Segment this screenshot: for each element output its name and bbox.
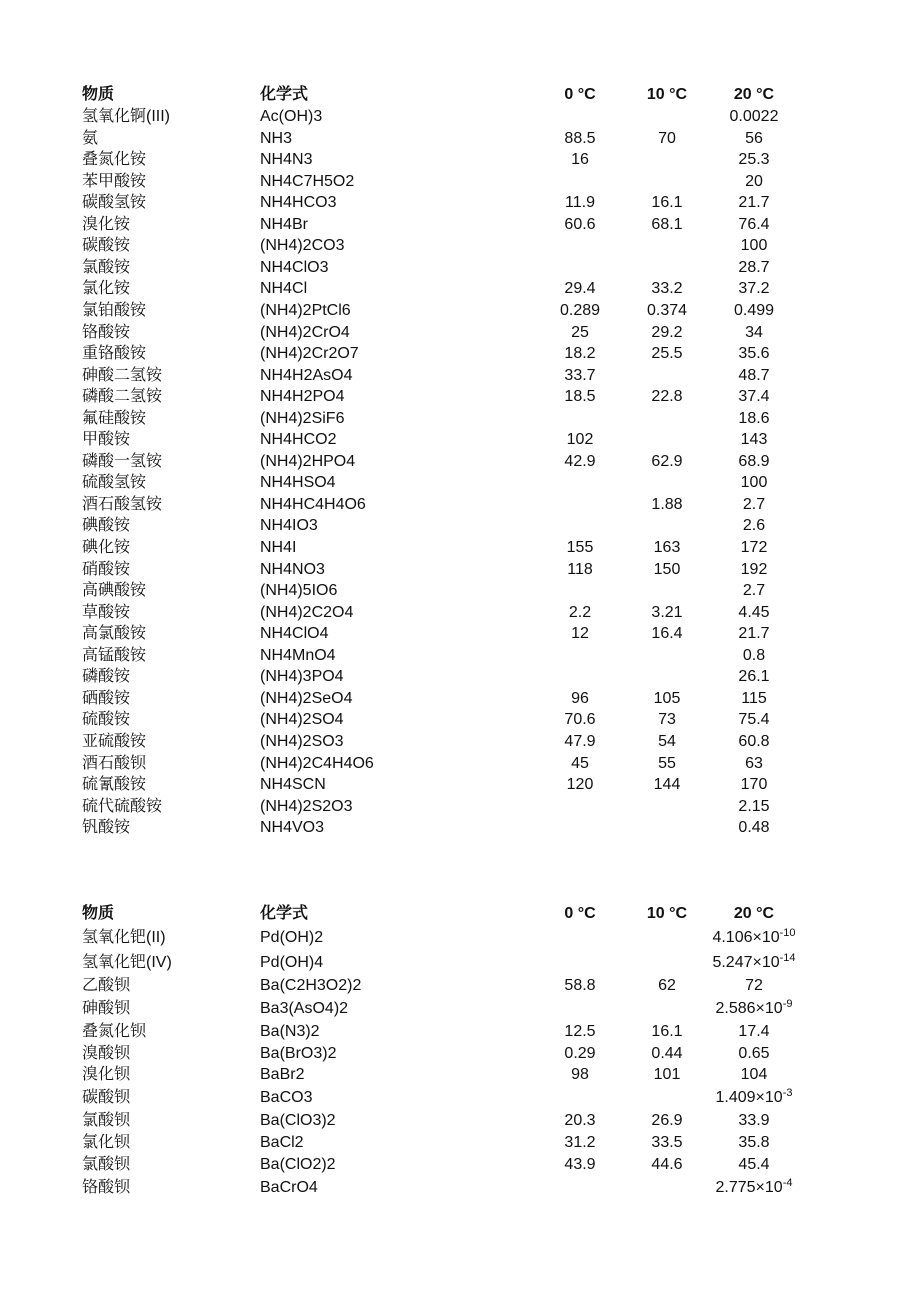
solubility-20c-cell: 18.6: [738, 410, 770, 427]
solubility-10c-cell: [617, 666, 717, 688]
solubility-10c-cell: [617, 408, 717, 430]
substance-cell: 硝酸铵: [82, 561, 131, 578]
solubility-0c-cell: 0.29: [564, 1045, 596, 1062]
solubility-0c-cell: [530, 952, 630, 974]
formula-cell: NH4HCO2: [260, 431, 337, 448]
table-row: [0, 1154, 920, 1176]
substance-cell: 氯化钡: [82, 1134, 131, 1151]
solubility-10c-cell: 144: [653, 776, 681, 793]
solubility-10c-cell: 105: [653, 690, 681, 707]
solubility-10c-cell: [617, 257, 717, 279]
column-header-0c: 0 °C: [564, 905, 596, 922]
table-row: [0, 580, 920, 602]
table-row: [0, 774, 920, 796]
formula-cell: (NH4)2PtCl6: [260, 302, 351, 319]
solubility-10c-cell: 70: [658, 130, 676, 147]
solubility-0c-cell: 29.4: [564, 280, 596, 297]
table-row: [0, 666, 920, 688]
substance-cell: 叠氮化钡: [82, 1023, 147, 1040]
solubility-20c-cell: 104: [740, 1066, 768, 1083]
solubility-0c-cell: 47.9: [564, 733, 596, 750]
table-row: [0, 975, 920, 997]
formula-cell: (NH4)2Cr2O7: [260, 345, 359, 362]
mantissa: 4.106×10: [712, 929, 780, 946]
table-row: [0, 952, 920, 974]
table-row: [0, 602, 920, 624]
table-row: [0, 998, 920, 1020]
table-row: [0, 128, 920, 150]
substance-cell: 乙酸钡: [82, 977, 131, 994]
column-header-substance: 物质: [82, 86, 115, 103]
solubility-10c-cell: 73: [658, 711, 676, 728]
solubility-20c-cell: 0.499: [733, 302, 775, 319]
solubility-10c-cell: 68.1: [651, 216, 683, 233]
table-row: [0, 731, 920, 753]
solubility-0c-cell: 31.2: [564, 1134, 596, 1151]
solubility-0c-cell: 20.3: [564, 1112, 596, 1129]
column-header-20c: 20 °C: [733, 86, 775, 103]
formula-cell: NH4VO3: [260, 819, 325, 836]
formula-cell: Pd(OH)2: [260, 929, 324, 946]
substance-cell: 碳酸钡: [82, 1089, 131, 1106]
solubility-20c-cell: 28.7: [738, 259, 770, 276]
solubility-20c-cell: 4.45: [738, 604, 770, 621]
solubility-0c-cell: [530, 106, 630, 128]
column-header-10c: 10 °C: [646, 905, 688, 922]
solubility-20c-cell: 33.9: [738, 1112, 770, 1129]
substance-cell: 酒石酸氢铵: [82, 496, 163, 513]
solubility-0c-cell: [530, 645, 630, 667]
substance-cell: 甲酸铵: [82, 431, 131, 448]
formula-cell: (NH4)3PO4: [260, 668, 344, 685]
solubility-10c-cell: [617, 171, 717, 193]
solubility-20c-cell: 192: [740, 561, 768, 578]
column-header-20c: 20 °C: [733, 905, 775, 922]
solubility-10c-cell: 16.1: [651, 1023, 683, 1040]
solubility-20c-cell: 2.6: [742, 517, 766, 534]
solubility-0c-cell: [530, 927, 630, 949]
substance-cell: 磷酸铵: [82, 668, 131, 685]
table-row: [0, 817, 920, 839]
solubility-20c-cell: [704, 952, 804, 974]
solubility-20c-cell: 21.7: [738, 194, 770, 211]
solubility-20c-cell: 37.4: [738, 388, 770, 405]
substance-cell: 氨: [82, 130, 99, 147]
formula-cell: BaBr2: [260, 1066, 305, 1083]
solubility-0c-cell: 45: [571, 755, 589, 772]
solubility-0c-cell: 43.9: [564, 1156, 596, 1173]
formula-cell: BaCl2: [260, 1134, 304, 1151]
substance-cell: 氯酸铵: [82, 259, 131, 276]
solubility-0c-cell: [530, 515, 630, 537]
solubility-0c-cell: 155: [566, 539, 594, 556]
solubility-0c-cell: [530, 1177, 630, 1199]
table-row: [0, 343, 920, 365]
formula-cell: NH4H2AsO4: [260, 367, 353, 384]
solubility-20c-cell: 0.8: [742, 647, 766, 664]
solubility-20c-cell: 37.2: [738, 280, 770, 297]
solubility-20c-cell: 2.7: [742, 496, 766, 513]
table-row: [0, 688, 920, 710]
formula-cell: NH4N3: [260, 151, 313, 168]
formula-cell: (NH4)2CrO4: [260, 324, 350, 341]
formula-cell: NH4ClO4: [260, 625, 329, 642]
solubility-20c-cell: 75.4: [738, 711, 770, 728]
substance-cell: 硫酸铵: [82, 711, 131, 728]
column-header-10c: 10 °C: [646, 86, 688, 103]
solubility-10c-cell: [617, 106, 717, 128]
table-row: [0, 1064, 920, 1086]
mantissa: 2.586×10: [715, 1000, 783, 1017]
solubility-20c-cell: 60.8: [738, 733, 770, 750]
solubility-20c-cell: 100: [740, 474, 768, 491]
formula-cell: BaCrO4: [260, 1179, 318, 1196]
formula-cell: (NH4)2SO3: [260, 733, 344, 750]
solubility-0c-cell: 2.2: [568, 604, 592, 621]
solubility-10c-cell: 163: [653, 539, 681, 556]
table-row: [0, 106, 920, 128]
substance-cell: 硫代硫酸铵: [82, 798, 163, 815]
solubility-0c-cell: [530, 472, 630, 494]
formula-cell: NH4H2PO4: [260, 388, 345, 405]
solubility-0c-cell: 16: [571, 151, 589, 168]
substance-cell: 氟硅酸铵: [82, 410, 147, 427]
solubility-0c-cell: 0.289: [559, 302, 601, 319]
solubility-20c-cell: [704, 1177, 804, 1199]
solubility-20c-cell: 170: [740, 776, 768, 793]
table-row: [0, 451, 920, 473]
formula-cell: NH4HCO3: [260, 194, 337, 211]
substance-cell: 氢氧化钯(IV): [82, 954, 172, 971]
table-row: [0, 645, 920, 667]
solubility-0c-cell: 60.6: [564, 216, 596, 233]
substance-cell: 氯酸钡: [82, 1112, 131, 1129]
formula-cell: (NH4)2SeO4: [260, 690, 353, 707]
solubility-0c-cell: 96: [571, 690, 589, 707]
table-row: [0, 927, 920, 949]
formula-cell: NH4HC4H4O6: [260, 496, 366, 513]
solubility-0c-cell: 42.9: [564, 453, 596, 470]
solubility-0c-cell: [530, 235, 630, 257]
table-row: [0, 214, 920, 236]
substance-cell: 氯化铵: [82, 280, 131, 297]
substance-cell: 重铬酸铵: [82, 345, 147, 362]
column-header-0c: 0 °C: [564, 86, 596, 103]
solubility-20c-cell: 35.6: [738, 345, 770, 362]
solubility-0c-cell: [530, 817, 630, 839]
table-row: [0, 365, 920, 387]
solubility-10c-cell: 25.5: [651, 345, 683, 362]
solubility-20c-cell: 76.4: [738, 216, 770, 233]
solubility-20c-cell: 35.8: [738, 1134, 770, 1151]
substance-cell: 高碘酸铵: [82, 582, 147, 599]
exponent: -4: [782, 1177, 793, 1189]
solubility-0c-cell: [530, 1087, 630, 1109]
solubility-0c-cell: 118: [567, 561, 593, 578]
formula-cell: NH4I: [260, 539, 297, 556]
solubility-0c-cell: [530, 171, 630, 193]
table-row: [0, 408, 920, 430]
table-row: [0, 149, 920, 171]
solubility-20c-cell: 45.4: [738, 1156, 770, 1173]
solubility-10c-cell: [617, 515, 717, 537]
substance-cell: 溴酸钡: [82, 1045, 131, 1062]
table-row: [0, 278, 920, 300]
substance-cell: 硫酸氢铵: [82, 474, 147, 491]
solubility-10c-cell: 55: [658, 755, 676, 772]
formula-cell: NH4HSO4: [260, 474, 336, 491]
solubility-0c-cell: 18.5: [564, 388, 596, 405]
solubility-20c-cell: 115: [741, 690, 767, 707]
solubility-10c-cell: 150: [653, 561, 681, 578]
solubility-0c-cell: 25: [571, 324, 589, 341]
substance-cell: 叠氮化铵: [82, 151, 147, 168]
substance-cell: 氯铂酸铵: [82, 302, 147, 319]
mantissa: 2.775×10: [715, 1179, 783, 1196]
solubility-20c-cell: 72: [745, 977, 763, 994]
table-row: [0, 472, 920, 494]
substance-cell: 磷酸二氢铵: [82, 388, 163, 405]
solubility-0c-cell: 70.6: [564, 711, 596, 728]
solubility-20c-cell: 172: [740, 539, 768, 556]
formula-cell: (NH4)2C4H4O6: [260, 755, 374, 772]
formula-cell: NH4SCN: [260, 776, 326, 793]
solubility-10c-cell: [617, 235, 717, 257]
formula-cell: NH4Cl: [260, 280, 308, 297]
mantissa: 5.247×10: [712, 954, 780, 971]
solubility-0c-cell: 102: [566, 431, 594, 448]
solubility-0c-cell: [530, 796, 630, 818]
solubility-20c-cell: [704, 998, 804, 1020]
substance-cell: 砷酸钡: [82, 1000, 131, 1017]
formula-cell: Ba(ClO3)2: [260, 1112, 336, 1129]
table-row: [0, 494, 920, 516]
exponent: -9: [782, 998, 793, 1010]
solubility-10c-cell: 26.9: [651, 1112, 683, 1129]
solubility-10c-cell: 29.2: [651, 324, 683, 341]
substance-cell: 氢氧化钯(II): [82, 929, 166, 946]
solubility-20c-cell: 2.7: [742, 582, 766, 599]
formula-cell: Ba(N3)2: [260, 1023, 320, 1040]
table-row: [0, 300, 920, 322]
solubility-20c-cell: [704, 927, 804, 949]
table-row: [0, 559, 920, 581]
formula-cell: NH4ClO3: [260, 259, 329, 276]
substance-cell: 钒酸铵: [82, 819, 131, 836]
solubility-10c-cell: [617, 998, 717, 1020]
substance-cell: 磷酸一氢铵: [82, 453, 163, 470]
solubility-20c-cell: 21.7: [738, 625, 770, 642]
table-row: [0, 171, 920, 193]
table-row: [0, 1110, 920, 1132]
solubility-20c-cell: 17.4: [738, 1023, 770, 1040]
solubility-20c-cell: 143: [740, 431, 768, 448]
table-row: [0, 257, 920, 279]
substance-cell: 铬酸铵: [82, 324, 131, 341]
solubility-20c-cell: 48.7: [738, 367, 770, 384]
formula-cell: NH4MnO4: [260, 647, 336, 664]
solubility-10c-cell: 62: [658, 977, 676, 994]
formula-cell: NH4NO3: [260, 561, 325, 578]
solubility-10c-cell: [617, 429, 717, 451]
solubility-10c-cell: [617, 796, 717, 818]
formula-cell: BaCO3: [260, 1089, 313, 1106]
solubility-0c-cell: 12.5: [564, 1023, 596, 1040]
solubility-20c-cell: 56: [745, 130, 763, 147]
solubility-20c-cell: 0.65: [738, 1045, 770, 1062]
exponent: -14: [779, 952, 796, 964]
table-row: [0, 192, 920, 214]
solubility-10c-cell: 16.4: [651, 625, 683, 642]
formula-cell: NH4C7H5O2: [260, 173, 355, 190]
substance-cell: 碘化铵: [82, 539, 131, 556]
column-header-formula: 化学式: [260, 905, 309, 922]
solubility-10c-cell: 3.21: [651, 604, 683, 621]
formula-cell: NH4Br: [260, 216, 309, 233]
substance-cell: 铬酸钡: [82, 1179, 131, 1196]
solubility-20c-cell: 63: [745, 755, 763, 772]
mantissa: 1.409×10: [715, 1089, 783, 1106]
substance-cell: 碳酸氢铵: [82, 194, 147, 211]
solubility-10c-cell: [617, 817, 717, 839]
substance-cell: 氯酸钡: [82, 1156, 131, 1173]
formula-cell: NH3: [260, 130, 293, 147]
formula-cell: Ac(OH)3: [260, 108, 323, 125]
table-row: [0, 709, 920, 731]
solubility-0c-cell: [530, 998, 630, 1020]
solubility-0c-cell: [530, 666, 630, 688]
table-row: [0, 429, 920, 451]
formula-cell: Pd(OH)4: [260, 954, 324, 971]
solubility-0c-cell: 58.8: [564, 977, 596, 994]
solubility-0c-cell: 98: [571, 1066, 589, 1083]
table-row: [0, 1177, 920, 1199]
solubility-20c-cell: 20: [745, 173, 763, 190]
formula-cell: (NH4)2HPO4: [260, 453, 356, 470]
formula-cell: (NH4)2S2O3: [260, 798, 353, 815]
substance-cell: 苯甲酸铵: [82, 173, 147, 190]
table-row: [0, 322, 920, 344]
solubility-20c-cell: 0.0022: [729, 108, 779, 125]
substance-cell: 硫氰酸铵: [82, 776, 147, 793]
table-header-row: [0, 903, 920, 925]
solubility-10c-cell: [617, 1087, 717, 1109]
solubility-0c-cell: [530, 257, 630, 279]
formula-cell: Ba(C2H3O2)2: [260, 977, 362, 994]
substance-cell: 溴化钡: [82, 1066, 131, 1083]
table-row: [0, 1132, 920, 1154]
solubility-10c-cell: 54: [658, 733, 676, 750]
solubility-20c-cell: 2.15: [738, 798, 770, 815]
formula-cell: (NH4)5IO6: [260, 582, 338, 599]
substance-cell: 硒酸铵: [82, 690, 131, 707]
formula-cell: (NH4)2SO4: [260, 711, 344, 728]
table-row: [0, 537, 920, 559]
exponent: -3: [782, 1087, 793, 1099]
exponent: -10: [779, 927, 796, 939]
solubility-10c-cell: [617, 927, 717, 949]
solubility-10c-cell: 44.6: [651, 1156, 683, 1173]
solubility-10c-cell: [617, 149, 717, 171]
solubility-20c-cell: 0.48: [738, 819, 770, 836]
formula-cell: Ba(BrO3)2: [260, 1045, 337, 1062]
solubility-10c-cell: 62.9: [651, 453, 683, 470]
solubility-10c-cell: [617, 365, 717, 387]
solubility-10c-cell: 101: [653, 1066, 681, 1083]
formula-cell: (NH4)2CO3: [260, 237, 345, 254]
formula-cell: (NH4)2C2O4: [260, 604, 354, 621]
solubility-10c-cell: [617, 645, 717, 667]
solubility-10c-cell: [617, 472, 717, 494]
solubility-20c-cell: 34: [745, 324, 763, 341]
substance-cell: 草酸铵: [82, 604, 131, 621]
solubility-0c-cell: 12: [571, 625, 589, 642]
table-row: [0, 1087, 920, 1109]
solubility-0c-cell: [530, 408, 630, 430]
solubility-10c-cell: 33.5: [651, 1134, 683, 1151]
solubility-0c-cell: 11.9: [565, 194, 595, 211]
table-row: [0, 515, 920, 537]
table-row: [0, 1043, 920, 1065]
solubility-10c-cell: 1.88: [651, 496, 683, 513]
substance-cell: 砷酸二氢铵: [82, 367, 163, 384]
solubility-10c-cell: 33.2: [651, 280, 683, 297]
formula-cell: (NH4)2SiF6: [260, 410, 345, 427]
formula-cell: Ba(ClO2)2: [260, 1156, 336, 1173]
solubility-0c-cell: 88.5: [564, 130, 596, 147]
solubility-20c-cell: [704, 1087, 804, 1109]
solubility-20c-cell: 100: [740, 237, 768, 254]
solubility-0c-cell: 33.7: [564, 367, 596, 384]
formula-cell: Ba3(AsO4)2: [260, 1000, 349, 1017]
solubility-10c-cell: [617, 952, 717, 974]
column-header-formula: 化学式: [260, 86, 309, 103]
substance-cell: 溴化铵: [82, 216, 131, 233]
table-row: [0, 1021, 920, 1043]
substance-cell: 亚硫酸铵: [82, 733, 147, 750]
substance-cell: 高锰酸铵: [82, 647, 147, 664]
column-header-substance: 物质: [82, 905, 115, 922]
solubility-20c-cell: 68.9: [738, 453, 770, 470]
solubility-10c-cell: 0.374: [646, 302, 688, 319]
table-row: [0, 753, 920, 775]
solubility-20c-cell: 25.3: [738, 151, 770, 168]
solubility-10c-cell: [617, 580, 717, 602]
solubility-10c-cell: 22.8: [651, 388, 683, 405]
table-row: [0, 386, 920, 408]
table-row: [0, 623, 920, 645]
substance-cell: 酒石酸钡: [82, 755, 147, 772]
solubility-0c-cell: 18.2: [564, 345, 596, 362]
table-row: [0, 796, 920, 818]
solubility-10c-cell: [617, 1177, 717, 1199]
solubility-0c-cell: [530, 494, 630, 516]
solubility-20c-cell: 26.1: [738, 668, 770, 685]
formula-cell: NH4IO3: [260, 517, 318, 534]
solubility-10c-cell: 16.1: [651, 194, 683, 211]
solubility-0c-cell: [530, 580, 630, 602]
substance-cell: 碳酸铵: [82, 237, 131, 254]
table-row: [0, 235, 920, 257]
substance-cell: 碘酸铵: [82, 517, 131, 534]
substance-cell: 高氯酸铵: [82, 625, 147, 642]
substance-cell: 氢氧化锕(III): [82, 108, 170, 125]
table-header-row: [0, 84, 920, 106]
solubility-0c-cell: 120: [566, 776, 594, 793]
solubility-10c-cell: 0.44: [651, 1045, 683, 1062]
